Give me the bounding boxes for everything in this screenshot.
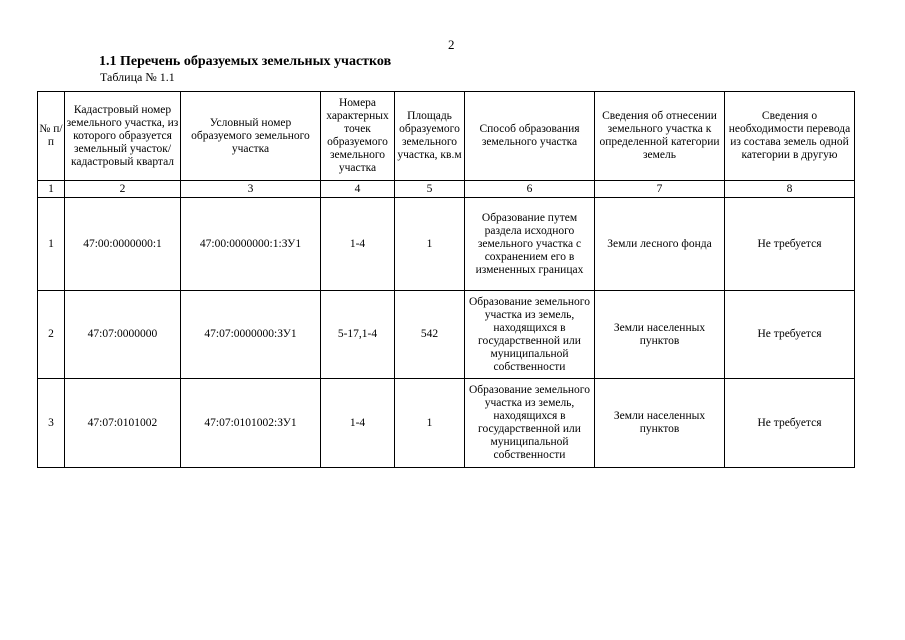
row-number: 2 [38,291,65,379]
transfer-info: Не требуется [725,291,855,379]
conditional-number: 47:07:0101002:ЗУ1 [181,379,321,468]
column-number: 7 [595,181,725,198]
formation-method: Образование земельного участка из земель, находящихся в государственной или муниципальной собственности [465,291,595,379]
plot-area: 1 [395,198,465,291]
table-row [38,291,855,379]
land-category: Земли лесного фонда [595,198,725,291]
column-number: 3 [181,181,321,198]
page-number: 2 [448,37,455,52]
plot-area: 542 [395,291,465,379]
table-header-row [38,92,855,181]
header-cell: Номера характерных точек образуемого земельного участка [321,92,395,181]
header-cell: Площадь образуемого земельного участка, кв.м [395,92,465,181]
header-cell: Кадастровый номер земельного участка, из которого образуется земельный участок/ кадастровый квартал [65,92,181,181]
conditional-number: 47:07:0000000:ЗУ1 [181,291,321,379]
column-number: 4 [321,181,395,198]
header-cell: Сведения об отнесении земельного участка к определенной категории земель [595,92,725,181]
column-number: 6 [465,181,595,198]
formation-method: Образование земельного участка из земель, находящихся в государственной или муниципальной собственности [465,379,595,468]
characteristic-points: 1-4 [321,379,395,468]
header-cell: Сведения о необходимости перевода из состава земель одной категории в другую [725,92,855,181]
header-cell: Способ образования земельного участка [465,92,595,181]
characteristic-points: 1-4 [321,198,395,291]
characteristic-points: 5-17,1-4 [321,291,395,379]
transfer-info: Не требуется [725,379,855,468]
land-category: Земли населенных пунктов [595,291,725,379]
formation-method: Образование путем раздела исходного земельного участка с сохранением его в измененных границах [465,198,595,291]
column-number-row [38,181,855,198]
table-caption: Таблица № 1.1 [100,70,175,84]
section-heading: 1.1 Перечень образуемых земельных участков [99,54,392,69]
transfer-info: Не требуется [725,198,855,291]
table-row [38,198,855,291]
land-plots-table [37,91,855,468]
land-category: Земли населенных пунктов [595,379,725,468]
column-number: 8 [725,181,855,198]
column-number: 1 [38,181,65,198]
cadastral-number: 47:00:0000000:1 [65,198,181,291]
column-number: 5 [395,181,465,198]
row-number: 1 [38,198,65,291]
cadastral-number: 47:07:0000000 [65,291,181,379]
column-number: 2 [65,181,181,198]
table-row [38,379,855,468]
header-cell: № п/п [38,92,65,181]
plot-area: 1 [395,379,465,468]
conditional-number: 47:00:0000000:1:ЗУ1 [181,198,321,291]
cadastral-number: 47:07:0101002 [65,379,181,468]
row-number: 3 [38,379,65,468]
header-cell: Условный номер образуемого земельного участка [181,92,321,181]
